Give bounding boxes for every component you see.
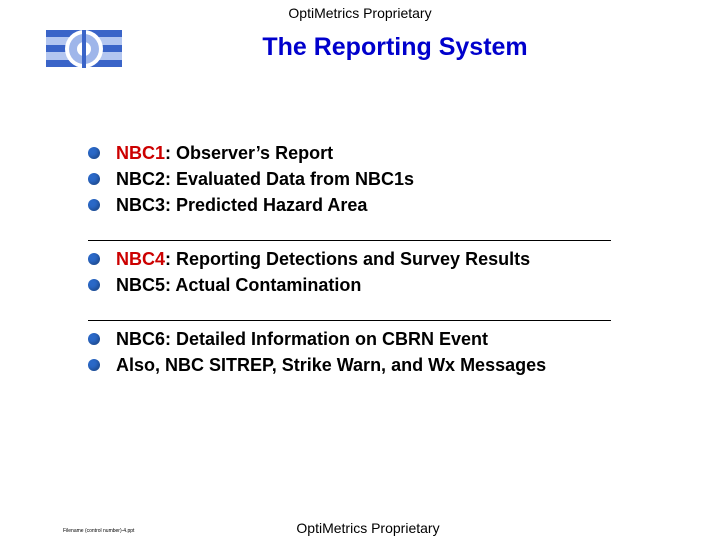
bullet-text: NBC2: Evaluated Data from NBC1s <box>116 169 415 189</box>
section-divider <box>88 240 611 241</box>
bullet-text: : Reporting Detections and Survey Results <box>165 249 531 269</box>
bullet-icon <box>88 279 100 291</box>
section-divider <box>88 320 611 321</box>
bullet-text: NBC3: Predicted Hazard Area <box>116 195 368 215</box>
bullet-icon <box>88 333 100 345</box>
bullet-icon <box>88 199 100 211</box>
bullet-text: : Observer’s Report <box>165 143 334 163</box>
bullet-text: Also, NBC SITREP, Strike Warn, and Wx Messages <box>116 355 547 375</box>
bullet-icon <box>88 173 100 185</box>
footer-text: OptiMetrics Proprietary <box>296 520 440 536</box>
opti-metrics-logo-icon <box>46 26 122 72</box>
bullet-text: NBC5: Actual Contamination <box>116 275 362 295</box>
bullet-text: NBC6: Detailed Information on CBRN Event <box>116 329 489 349</box>
header-text: OptiMetrics Proprietary <box>288 5 432 21</box>
bullet-highlight: NBC1 <box>116 143 166 163</box>
bullet-highlight: NBC4 <box>116 249 166 269</box>
filename-label: Filename (control number)-4.ppt <box>63 528 135 534</box>
bullet-icon <box>88 147 100 159</box>
page-title: The Reporting System <box>262 33 528 61</box>
bullet-icon <box>88 359 100 371</box>
bullet-icon <box>88 253 100 265</box>
